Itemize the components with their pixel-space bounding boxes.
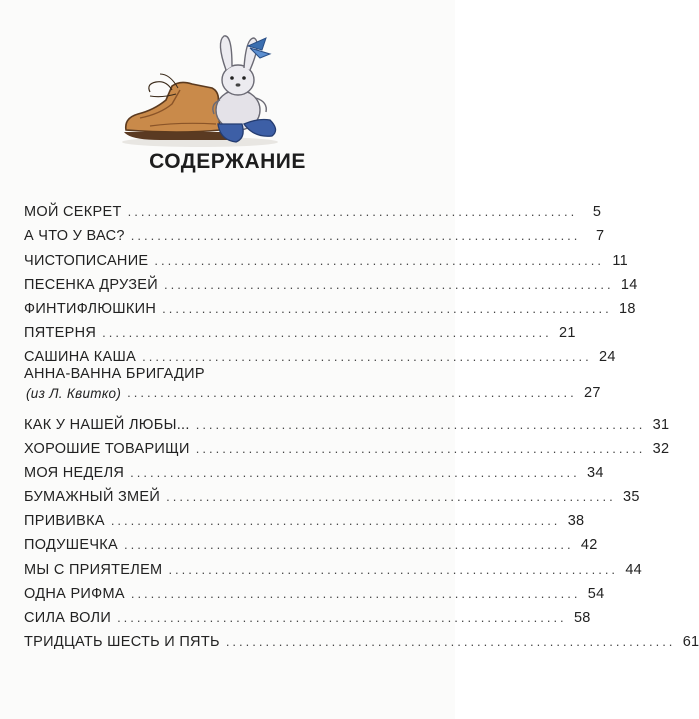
toc-entry[interactable]: [24, 602, 591, 626]
toc-entry-title: СИЛА ВОЛИ: [24, 610, 112, 626]
toc-entry-title: ТРИДЦАТЬ ШЕСТЬ И ПЯТЬ: [24, 634, 220, 651]
toc-entry-page: 24: [598, 349, 616, 366]
toc-entry-title: ХОРОШИЕ ТОВАРИЩИ: [24, 440, 190, 457]
toc-entry-page: 35: [623, 489, 640, 506]
toc-entry-title: ФИНТИФЛЮШКИН: [24, 300, 157, 317]
toc-entry-page: 58: [573, 610, 591, 626]
toc-entry-title: ПЕСЕНКА ДРУЗЕЙ: [24, 276, 158, 293]
toc-entry[interactable]: [24, 408, 670, 433]
leader-dots: ....................................................................: [130, 464, 580, 480]
toc-entry-title: ОДНА РИФМА: [24, 585, 125, 602]
toc-entry-page: 11: [612, 252, 629, 269]
leader-dots: ....................................................................: [166, 489, 616, 505]
toc-entry[interactable]: [24, 220, 605, 245]
toc-entry[interactable]: [24, 293, 636, 317]
toc-entry[interactable]: [24, 578, 605, 602]
toc-entry-page: 7: [596, 228, 605, 245]
toc-entry[interactable]: [24, 433, 670, 457]
toc-entry-title: МЫ С ПРИЯТЕЛЕМ: [24, 561, 163, 578]
toc-entry[interactable]: [24, 481, 640, 506]
toc-entry-title: АННА-ВАННА БРИГАДИР: [24, 366, 205, 383]
toc-entry-title: А ЧТО У ВАС?: [24, 228, 125, 245]
toc-entry-page: 42: [580, 537, 598, 554]
leader-dots: ....................................................................: [162, 300, 612, 316]
toc-entry-page: 5: [592, 204, 602, 221]
toc-entry[interactable]: [24, 365, 601, 408]
leader-dots: ....................................................................: [127, 385, 577, 401]
toc-entry-page: 31: [652, 416, 670, 433]
toc-entry-title: ПОДУШЕЧКА: [24, 537, 119, 554]
toc-entry-page: 27: [584, 385, 601, 402]
toc-entry-title: ПРИВИВКА: [24, 513, 105, 530]
toc-entry-page: 32: [652, 440, 670, 457]
toc-entry-title: САШИНА КАША: [24, 349, 137, 366]
leader-dots: ....................................................................: [163, 276, 614, 292]
toc-entry[interactable]: [24, 457, 604, 481]
leader-dots: ....................................................................: [110, 513, 561, 529]
toc-entry-page: 38: [567, 513, 585, 530]
toc-entry-page: 21: [559, 325, 576, 342]
toc-entry-page: 44: [625, 561, 643, 578]
toc-entry[interactable]: [24, 553, 643, 578]
toc-entry[interactable]: [24, 505, 585, 530]
toc-entry[interactable]: [24, 269, 638, 293]
toc-entry-page: 34: [587, 464, 604, 481]
toc-entry[interactable]: [24, 317, 576, 342]
table-of-contents: [24, 196, 699, 651]
toc-entry-title: БУМАЖНЫЙ ЗМЕЙ: [24, 489, 161, 506]
leader-dots: ....................................................................: [154, 252, 605, 268]
leader-dots: ....................................................................: [117, 610, 567, 625]
toc-entry-page: 54: [587, 585, 605, 602]
toc-entry-page: 14: [620, 276, 638, 293]
toc-entry-title: МОЯ НЕДЕЛЯ: [24, 464, 125, 481]
toc-entry[interactable]: [24, 341, 616, 366]
leader-dots: ....................................................................: [168, 561, 619, 577]
toc-entry-title: МОЙ СЕКРЕТ: [24, 204, 122, 221]
toc-entry-title: ПЯТЕРНЯ: [24, 325, 97, 342]
toc-entry[interactable]: [24, 529, 598, 554]
leader-dots: ....................................................................: [130, 228, 581, 244]
toc-entry[interactable]: [24, 626, 699, 651]
toc-entry-title: ЧИСТОПИСАНИЕ: [24, 252, 149, 269]
leader-dots: ....................................................................: [225, 634, 676, 650]
boot-and-bunny-illustration: [120, 28, 285, 150]
leader-dots: ....................................................................: [102, 325, 552, 341]
toc-entry-page: 18: [619, 300, 636, 317]
toc-entry-page: 61: [682, 634, 699, 651]
leader-dots: ....................................................................: [195, 416, 646, 432]
leader-dots: ....................................................................: [142, 349, 592, 365]
leader-dots: ....................................................................: [124, 537, 574, 553]
contents-heading: СОДЕРЖАНИЕ: [149, 150, 306, 173]
toc-entry[interactable]: [24, 244, 629, 269]
toc-entry[interactable]: [24, 196, 602, 221]
leader-dots: ....................................................................: [130, 585, 581, 601]
toc-entry-subtitle: (из Л. Квитко): [26, 386, 122, 402]
leader-dots: ....................................................................: [195, 440, 646, 456]
leader-dots: ....................................................................: [127, 204, 578, 220]
toc-entry-title: КАК У НАШЕЙ ЛЮБЫ...: [24, 416, 190, 433]
